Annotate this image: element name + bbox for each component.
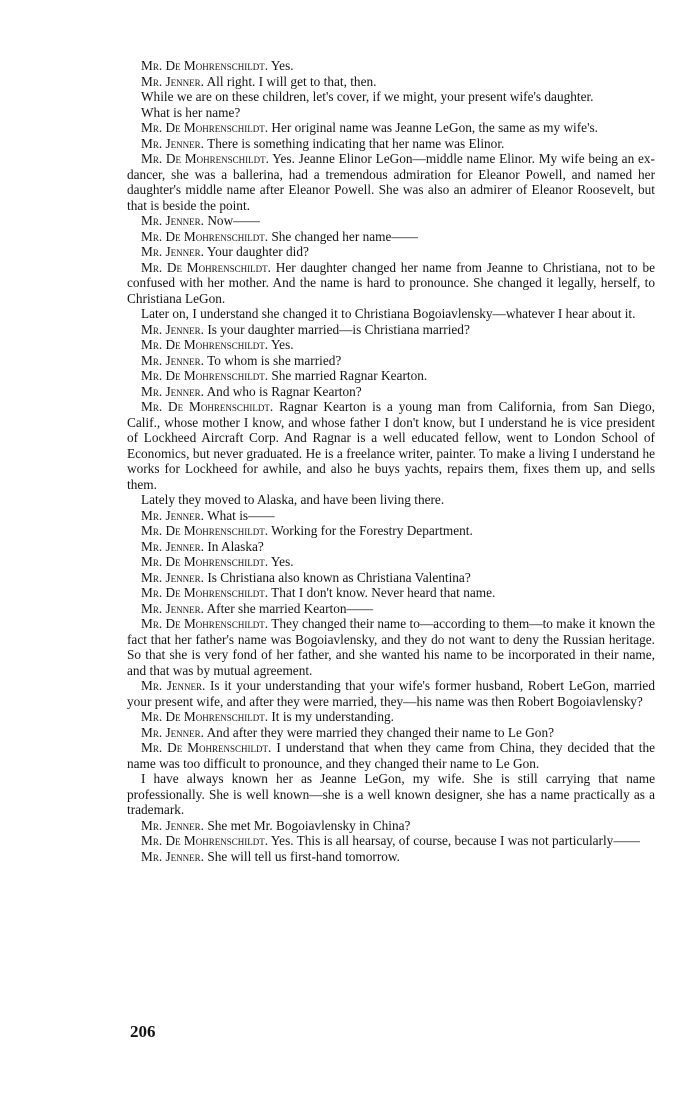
paragraph-text: Working for the Forestry Department. (271, 523, 473, 538)
transcript-body (127, 58, 655, 864)
paragraph-text: That I don't know. Never heard that name. (271, 585, 496, 600)
speaker-label: Mr. De Mohrenschildt. (141, 337, 269, 352)
paragraph (127, 523, 655, 539)
paragraph (127, 570, 655, 586)
page-number: 206 (130, 1022, 156, 1041)
paragraph-text: Yes. (270, 337, 294, 352)
paragraph-text: She met Mr. Bogoiavlensky in China? (207, 817, 411, 833)
paragraph-text: After she married Kearton—— (206, 600, 374, 616)
speaker-label: Mr. De Mohrenschildt. (141, 120, 269, 135)
paragraph (127, 74, 655, 90)
paragraph (127, 508, 655, 524)
paragraph (127, 554, 655, 570)
speaker-label: Mr. Jenner. (141, 352, 204, 368)
paragraph-text: Her daughter changed her name from Jeanne to Christiana, not to be confused with her mother. And the name is hard to pronounce. She changed it legally, herself, to Christiana LeGon. (127, 259, 656, 306)
speaker-label: Mr. De Mohrenschildt. (141, 709, 269, 724)
paragraph-text: Her original name was Jeanne LeGon, the same as my wife's. (271, 120, 598, 135)
speaker-label: Mr. Jenner. (141, 383, 204, 399)
paragraph (127, 849, 655, 865)
paragraph (127, 368, 655, 384)
paragraph (127, 105, 655, 121)
paragraph-text: Lately they moved to Alaska, and have been living there. (141, 492, 445, 507)
speaker-label: Mr. Jenner. (141, 678, 206, 693)
paragraph-text: While we are on these children, let's cover, if we might, your present wife's daughter. (141, 89, 594, 104)
paragraph (127, 399, 655, 492)
paragraph (127, 244, 655, 260)
speaker-label: Mr. Jenner. (141, 538, 204, 554)
paragraph (127, 678, 655, 709)
speaker-label: Mr. De Mohrenschildt. (141, 740, 272, 755)
speaker-label: Mr. Jenner. (141, 724, 204, 740)
paragraph (127, 89, 655, 105)
speaker-label: Mr. De Mohrenschildt. (141, 58, 269, 73)
paragraph (127, 616, 655, 678)
paragraph (127, 322, 655, 338)
paragraph-text: In Alaska? (207, 538, 264, 554)
paragraph-text: And after they were married they changed their name to Le Gon? (206, 724, 554, 740)
speaker-label: Mr. Jenner. (141, 817, 204, 833)
paragraph-text: She married Ragnar Kearton. (271, 368, 428, 383)
speaker-label: Mr. De Mohrenschildt. (141, 833, 269, 848)
speaker-label: Mr. De Mohrenschildt. (141, 399, 274, 414)
speaker-label: Mr. De Mohrenschildt. (141, 585, 269, 600)
speaker-label: Mr. De Mohrenschildt. (141, 259, 271, 275)
paragraph-text: Is your daughter married—is Christiana married? (207, 321, 470, 337)
paragraph (127, 740, 655, 771)
speaker-label: Mr. Jenner. (141, 135, 204, 151)
paragraph-text: To whom is she married? (207, 352, 342, 368)
paragraph (127, 539, 655, 555)
paragraph (127, 213, 655, 229)
paragraph-text: I understand that when they came from China, they decided that the name was too difficult to pronounce, and they changed their name to Le Gon. (127, 740, 656, 771)
paragraph (127, 492, 655, 508)
paragraph-text: Yes. (270, 554, 294, 569)
paragraph (127, 384, 655, 400)
paragraph-text: I have always known her as Jeanne LeGon, my wife. She is still carrying that name professionally. She is well known—she is a well known designer, she has a name practically as a trademark. (127, 771, 655, 817)
paragraph (127, 229, 655, 245)
paragraph (127, 337, 655, 353)
speaker-label: Mr. Jenner. (141, 600, 204, 616)
paragraph (127, 818, 655, 834)
paragraph-text: She will tell us first-hand tomorrow. (207, 848, 400, 864)
paragraph-text: Yes. This is all hearsay, of course, because I was not particularly—— (270, 833, 640, 848)
speaker-label: Mr. Jenner. (141, 507, 204, 523)
speaker-label: Mr. Jenner. (141, 569, 204, 585)
speaker-label: Mr. De Mohrenschildt. (141, 228, 269, 244)
speaker-label: Mr. De Mohrenschildt. (141, 616, 269, 631)
paragraph (127, 725, 655, 741)
paragraph-text: She changed her name—— (271, 228, 418, 244)
paragraph (127, 353, 655, 369)
paragraph-text: Ragnar Kearton is a young man from California, from San Diego, Calif., whose mother I know, and whose father I don't know, but I understand he is vice president of Lockheed Aircraft Corp. And Ragnar is a well educated fellow, went to London School of Economics, but never graduated. He is a freelance writer, painter. To make a living I understand he works for Lockheed for awhile, and also he buys yachts, repairs them, fixes them up, and sells them. (127, 399, 656, 492)
speaker-label: Mr. Jenner. (141, 244, 204, 259)
speaker-label: Mr. De Mohrenschildt. (141, 151, 269, 166)
paragraph (127, 601, 655, 617)
paragraph-text: Is it your understanding that your wife's former husband, Robert LeGon, married your present wife, and after they were married, they—his name was then Robert Bogoiavlensky? (127, 678, 655, 709)
paragraph-text: Is Christiana also known as Christiana Valentina? (207, 569, 471, 585)
paragraph (127, 833, 655, 849)
speaker-label: Mr. De Mohrenschildt. (141, 368, 269, 383)
speaker-label: Mr. Jenner. (141, 321, 204, 337)
speaker-label: Mr. Jenner. (141, 73, 204, 89)
paragraph-text: Later on, I understand she changed it to Christiana Bogoiavlensky—whatever I hear about it. (141, 306, 636, 321)
paragraph-text: Your daughter did? (206, 244, 309, 259)
speaker-label: Mr. De Mohrenschildt. (141, 554, 269, 569)
paragraph-text: And who is Ragnar Kearton? (206, 383, 362, 399)
paragraph (127, 306, 655, 322)
paragraph-text: There is something indicating that her name was Elinor. (207, 135, 505, 151)
paragraph (127, 58, 655, 74)
paragraph-text: What is her name? (141, 104, 241, 120)
paragraph-text: Yes. (270, 58, 294, 73)
paragraph (127, 120, 655, 136)
paragraph (127, 260, 655, 307)
paragraph (127, 136, 655, 152)
paragraph-text: Now—— (207, 213, 260, 228)
paragraph-text: What is—— (207, 507, 275, 523)
paragraph (127, 709, 655, 725)
paragraph (127, 151, 655, 213)
paragraph-text: It is my understanding. (271, 709, 394, 724)
paragraph-text: They changed their name to—according to them—to make it known the fact that her father's name was Bogoiavlensky, and they do not want to deny the Russian heritage. So that she is very fond of her father, and she wanted his name to be incorporated in their name, and that was by mutual agreement. (127, 616, 656, 678)
paragraph (127, 771, 655, 818)
speaker-label: Mr. De Mohrenschildt. (141, 523, 269, 538)
paragraph (127, 585, 655, 601)
paragraph-text: All right. I will get to that, then. (206, 73, 377, 89)
speaker-label: Mr. Jenner. (141, 213, 204, 228)
paragraph-text: Yes. Jeanne Elinor LeGon—middle name Elinor. My wife being an ex-dancer, she was a ballerina, had a tremendous admiration for Eleanor Powell, and named her daughter's middle name after Eleanor Powell. She was also an admirer of Eleanor Roosevelt, but that is beside the point. (127, 151, 655, 213)
speaker-label: Mr. Jenner. (141, 848, 204, 864)
